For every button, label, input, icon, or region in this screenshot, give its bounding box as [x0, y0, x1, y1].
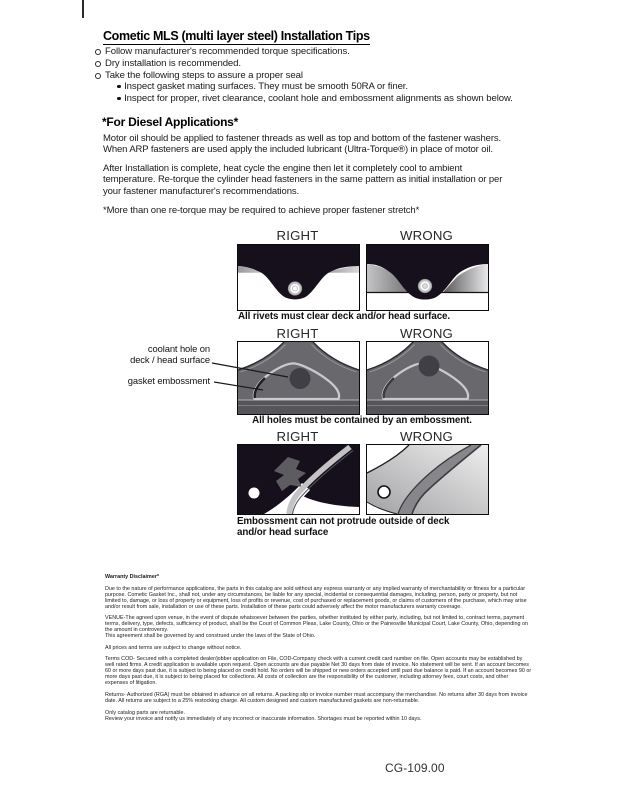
legal-paragraph: Terms COD- Secured with a completed dealer/jobber application on File, COD-Company check with a current credit card number on file. Open accounts may be established by well rated firms. A credit application is available upon request. Open accounts are due payable Net 30 days from date of invoice. No statement will be sent. If an account becomes 60 or more days past due, it is subject to being placed on credit hold. No orders will be shipped or new orders accepted until past due balance is paid. If an account becomes 90 or more days past due, it is subject to being placed for collections. All costs of collection are the responsibility of the customer, including attorney fees, court costs, and other expenses of litigation. — [105, 656, 532, 687]
page-title: Cometic MLS (multi layer steel) Installation Tips — [103, 29, 370, 43]
tip-text: Follow manufacturer's recommended torque specifications. — [105, 46, 350, 57]
embossment-wrong-drawing — [367, 445, 488, 514]
row2-caption: All holes must be contained by an embossment. — [252, 415, 472, 426]
embossment-right-drawing — [238, 445, 359, 514]
row3-caption: Embossment can not protrude outside of deck and/or head surface — [237, 516, 450, 539]
circle-bullet-icon — [95, 49, 101, 55]
row3-right-label: RIGHT — [276, 429, 319, 444]
embossment-right-diagram — [237, 444, 360, 515]
callout-pointer-lines — [205, 355, 300, 400]
tip-text: Dry installation is recommended. — [105, 57, 241, 69]
legal-paragraph: All prices and terms are subject to change without notice. — [105, 644, 242, 651]
legal-paragraph: VENUE-The agreed upon venue, in the event of dispute whatsoever between the parties, whether instituted by either party, including, but not limited to, contract terms, payment terms, delivery, type, defects, sufficiency of product, shall be the Court of Common Pleas, Lake County, Ohio or the Painesville Municipal Court, Lake County, Ohio, depending on the amount in controversy. — [105, 615, 528, 634]
coolant-wrong-diagram — [366, 341, 489, 415]
page-edge-mark — [82, 0, 84, 18]
rivet-wrong-diagram — [366, 244, 489, 311]
warranty-disclaimer-heading: Warranty Disclaimer* — [105, 574, 160, 580]
title-wrap — [103, 27, 370, 45]
list-item — [95, 58, 565, 70]
list-item — [117, 93, 565, 105]
diesel-paragraph-2: After Installation is complete, heat cycle the engine then let it completely cool to ambient temperature. Re-torque the cylinder head fasteners in the same pattern as initial installation or per your fastener manufacturer's recommendations. — [103, 163, 503, 197]
row3-wrong-label: WRONG — [399, 429, 453, 444]
warranty-disclaimer-section — [105, 574, 532, 727]
row1-caption: All rivets must clear deck and/or head surface. — [238, 311, 451, 322]
legal-paragraph: Only catalog parts are returnable. — [105, 709, 186, 716]
diesel-paragraph-1: Motor oil should be applied to fastener threads as well as top and bottom of the fastener washers. When ARP fasteners are used apply the included lubricant (Ultra-Torque®) in place of motor oil. — [103, 133, 502, 156]
diesel-section-heading: *For Diesel Applications* — [102, 115, 239, 129]
rivet-right-drawing — [238, 245, 359, 310]
circle-bullet-icon — [95, 73, 101, 79]
legal-paragraph: This agreement shall be governed by and construed under the laws of the State of Ohio. — [105, 633, 316, 640]
list-item — [117, 81, 565, 93]
list-item — [95, 46, 565, 58]
gasket-embossment-callout-label: gasket embossment — [127, 375, 210, 386]
rivet-right-diagram — [237, 244, 360, 311]
dot-bullet-icon — [117, 97, 121, 101]
installation-tips-list — [95, 46, 565, 105]
coolant-hole-callout-label: coolant hole on deck / head surface — [130, 343, 210, 365]
legal-paragraph: Returns- Authorized (RGA) must be obtained in advance on all returns. A packing slip or invoice number must accompany the merchandise. No returns after 30 days from invoice date. All returns are subject to a 25% restocking charge. All custom designed and custom manufactured gaskets are non-returnable. — [105, 691, 528, 704]
dot-bullet-icon — [117, 85, 121, 89]
document-code: CG-109.00 — [385, 761, 445, 775]
tip-text: Inspect for proper, rivet clearance, coolant hole and embossment alignments as shown below. — [124, 93, 513, 105]
row2-wrong-label: WRONG — [399, 326, 453, 341]
coolant-wrong-drawing — [367, 342, 488, 414]
legal-paragraph: Review your invoice and notify us immediately of any incorrect or inaccurate information. Shortages must be reported within 10 days. — [105, 715, 422, 722]
embossment-wrong-diagram — [366, 444, 489, 515]
circle-bullet-icon — [95, 61, 101, 67]
row1-right-label: RIGHT — [276, 228, 319, 243]
rivet-wrong-drawing — [367, 245, 488, 310]
tip-text: Inspect gasket mating surfaces. They must be smooth 50RA or finer. — [124, 81, 408, 93]
row1-wrong-label: WRONG — [399, 228, 453, 243]
tip-text: Take the following steps to assure a proper seal — [105, 69, 303, 81]
list-item — [95, 70, 565, 82]
retorque-note: *More than one re-torque may be required to achieve proper fastener stretch* — [103, 205, 420, 216]
legal-paragraph: Due to the nature of performance applications, the parts in this catalog are sold without any express warranty or any implied warranty of merchantability or fitness for a particular purpose. Cometic Gasket Inc., shall not, under any circumstances, be liable for any special, incidental or consequential damages, including, person, party or property, but not limited to, damage, or loss of property or equipment, loss of profits or revenue, cost of purchased or replacement goods, or claims of customers of the purchase, which may arise and/or result from sale, installation or use of these parts. Installation of these parts could adversely affect the motor manufacturers warranty coverage. — [105, 585, 527, 610]
row2-right-label: RIGHT — [276, 326, 319, 341]
